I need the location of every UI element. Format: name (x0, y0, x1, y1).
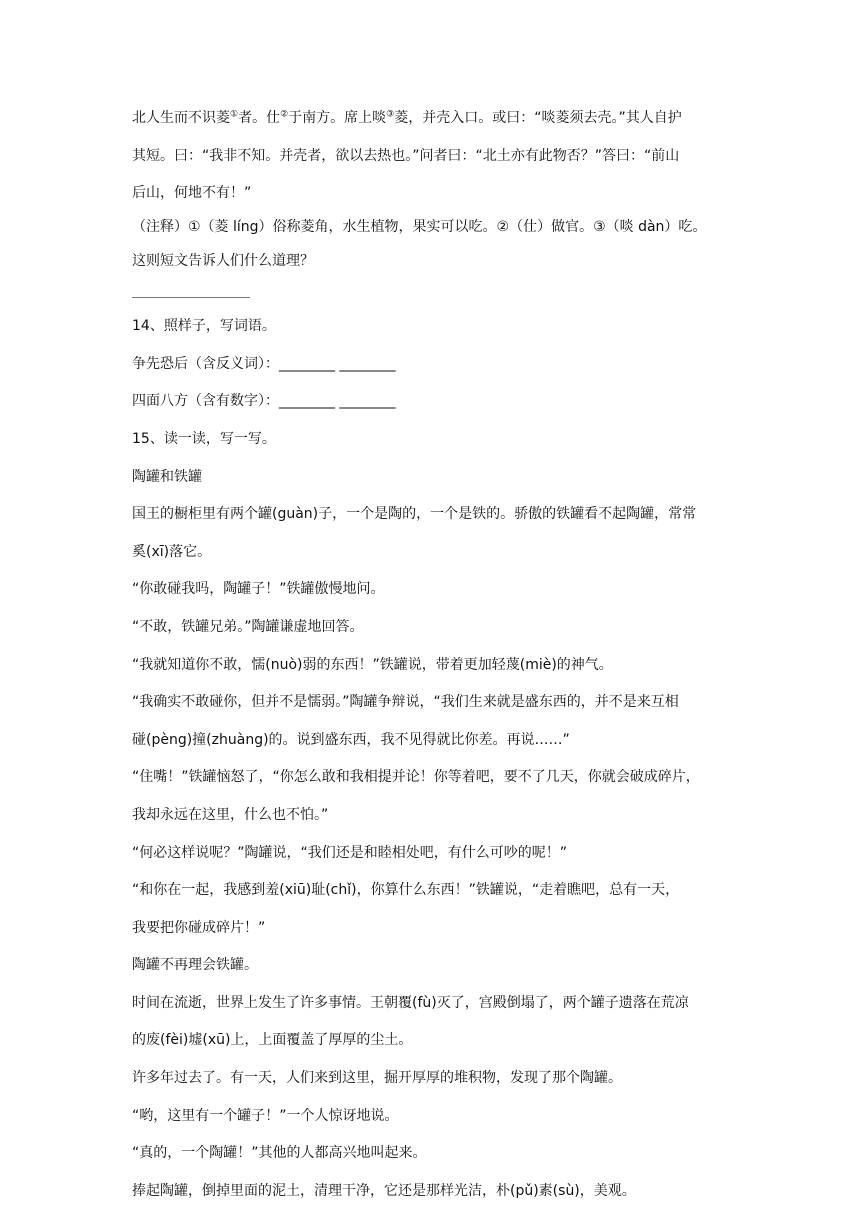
passage-text: 菱，并壳入口。或曰：“啖菱须去壳。”其人自护 (394, 110, 682, 126)
story-line: “我就知道你不敢，懦(nuò)弱的东西！”铁罐说，带着更加轻蔑(miè)的神气。 (132, 656, 613, 673)
story-line: “住嘴！”铁罐恼怒了，“你怎么敢和我相提并论！你等着吧，要不了几天，你就会破成碎片， (132, 769, 700, 786)
story-line: 我要把你碰成碎片！” (132, 919, 266, 936)
story-line: “何必这样说呢？”陶罐说，“我们还是和睦相处吧，有什么可吵的呢！” (132, 844, 568, 861)
story-line: “我确实不敢碰你，但并不是懦弱。”陶罐争辩说，“我们生来就是盛东西的，并不是来互相 (132, 694, 679, 711)
passage-text: 于南方。席上啖 (288, 110, 387, 126)
question-title: 15、读一读，写一写。 (132, 430, 276, 447)
notes-line: （注释）①（菱 líng）俗称菱角，水生植物，果实可以吃。②（仕）做官。③（啖 dàn）吃。 (132, 219, 707, 236)
passage-text: 北人生而不识菱 (132, 110, 230, 126)
story-line: “不敢，铁罐兄弟。”陶罐谦虚地回答。 (132, 618, 364, 635)
story-line: “哟，这里有一个罐子！”一个人惊讶地说。 (132, 1107, 399, 1124)
story-line: 许多年过去了。有一天，人们来到这里，掘开厚厚的堆积物，发现了那个陶罐。 (132, 1070, 622, 1087)
story-line: “真的，一个陶罐！”其他的人都高兴地叫起来。 (132, 1145, 427, 1162)
story-line: 碰(pèng)撞(zhuàng)的。说到盛东西，我不见得就比你差。再说……” (132, 731, 570, 748)
exercise-item: 争先恐后（含反义词）：________ ________ (132, 355, 396, 372)
passage-text: 者。仕 (238, 110, 281, 126)
story-line: 陶罐不再理会铁罐。 (132, 957, 258, 974)
story-line: 的废(fèi)墟(xū)上，上面覆盖了厚厚的尘土。 (132, 1032, 413, 1049)
story-line: 奚(xī)落它。 (132, 543, 212, 560)
footnote-mark: ① (230, 109, 239, 120)
passage-line (132, 108, 732, 128)
story-line: “和你在一起，我感到羞(xiū)耻(chǐ)，你算什么东西！”铁罐说，“走着瞧吧，总有一天， (132, 882, 680, 899)
question-title: 14、照样子，写词语。 (132, 318, 276, 335)
story-line: 我却永远在这里，什么也不怕。” (132, 806, 329, 823)
story-line: 时间在流逝，世界上发生了许多事情。王朝覆(fù)灭了，宫殿倒塌了，两个罐子遗落在荒凉 (132, 994, 689, 1011)
footnote-mark: ② (280, 109, 289, 120)
document-content (132, 108, 732, 1218)
exercise-item: 四面八方（含有数字）：________ ________ (132, 393, 396, 410)
story-line: 国王的橱柜里有两个罐(guàn)子，一个是陶的，一个是铁的。骄傲的铁罐看不起陶罐，常常 (132, 506, 697, 523)
answer-blank[interactable] (132, 297, 250, 298)
story-title: 陶罐和铁罐 (132, 468, 202, 485)
passage-line: 后山，何地不有！” (132, 185, 252, 202)
story-line: “你敢碰我吗，陶罐子！”铁罐傲慢地问。 (132, 581, 385, 598)
passage-line: 其短。曰：“我非不知。并壳者，欲以去热也。”问者曰：“北土亦有此物否？”答曰：“前山 (132, 147, 680, 164)
question-line: 这则短文告诉人们什么道理？ (132, 253, 314, 270)
story-line: 捧起陶罐，倒掉里面的泥土，清理干净，它还是那样光洁，朴(pǔ)素(sù)，美观。 (132, 1182, 636, 1199)
footnote-mark: ③ (386, 109, 395, 120)
